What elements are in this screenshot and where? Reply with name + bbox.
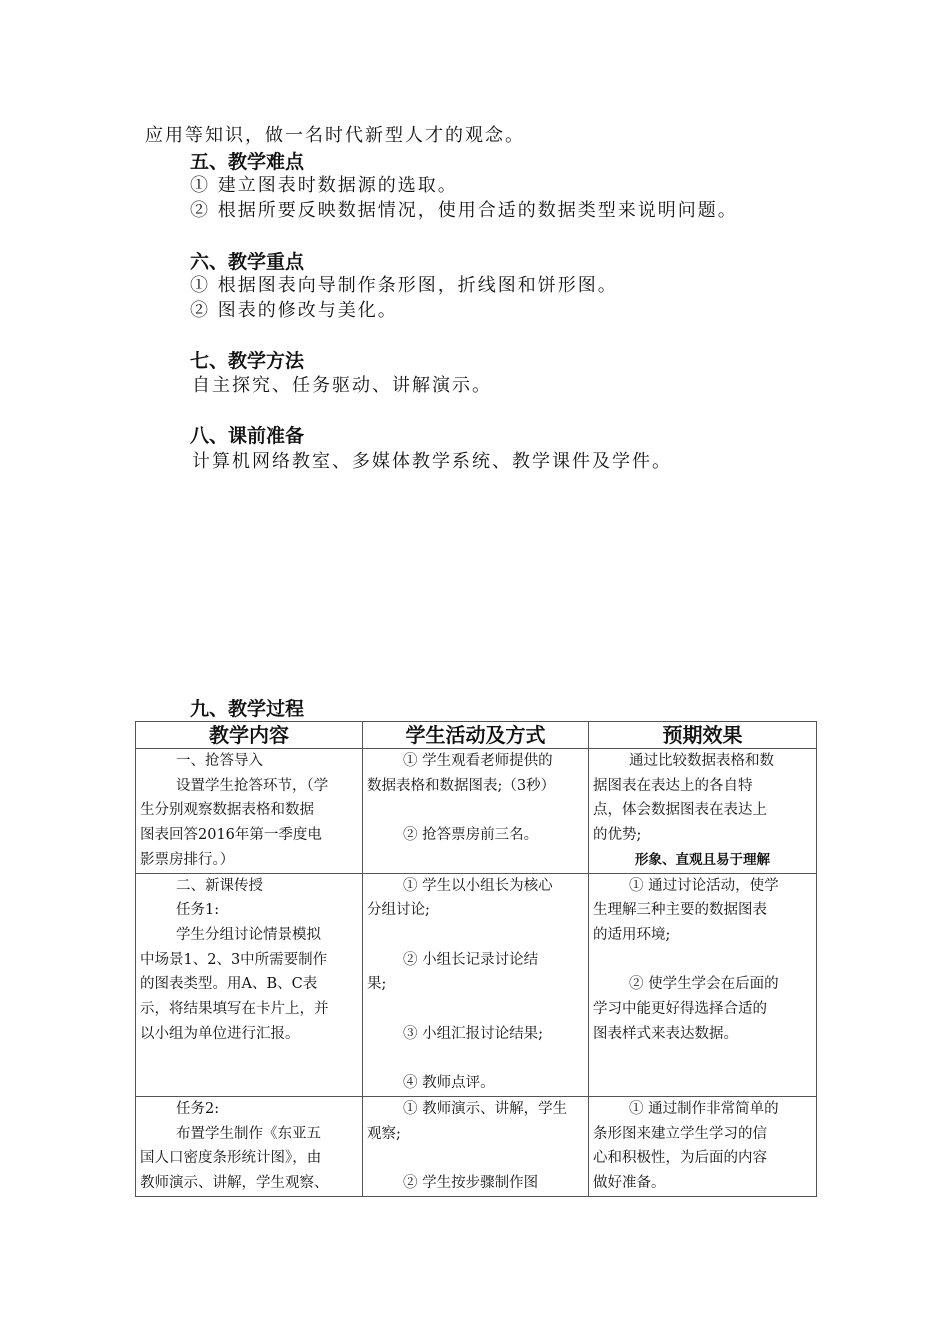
table-header-row — [136, 722, 817, 749]
header-activity: 学生活动及方式 — [363, 722, 589, 749]
cell-line: ② 小组长记录讨论结 — [403, 951, 539, 968]
activity-cell — [363, 873, 589, 1096]
cell-line: 以小组为单位进行汇报。 — [140, 1025, 300, 1042]
cell-line — [367, 848, 584, 873]
cell-line: 学生分组讨论情景模拟 — [176, 926, 321, 943]
cell-line: 任务2: — [176, 1100, 220, 1117]
cell-line: 分组讨论; — [367, 902, 430, 919]
cell-line: 观察; — [367, 1125, 401, 1142]
effect-cell — [589, 873, 817, 1096]
content-cell — [136, 873, 363, 1096]
header-content: 教学内容 — [136, 722, 363, 749]
header-effect: 预期效果 — [589, 722, 817, 749]
section-7-item-1: 自主探究、任务驱动、讲解演示。 — [192, 375, 492, 396]
cell-line: 教师演示、讲解，学生观察、 — [140, 1174, 329, 1191]
cell-line: 据图表在表达上的各自特 — [593, 777, 753, 794]
cell-line: ① 学生观看老师提供的 — [403, 753, 553, 769]
activity-cell — [363, 749, 589, 874]
cell-line: ② 学生按步骤制作图 — [403, 1174, 539, 1191]
section-6-title: 六、教学重点 — [190, 251, 305, 273]
cell-line: 国人口密度条形统计图》，由 — [140, 1150, 322, 1167]
cell-line — [593, 948, 812, 973]
cell-line: ① 通过制作非常简单的 — [629, 1100, 779, 1117]
cell-line: 图表样式来表达数据。 — [593, 1025, 738, 1042]
table-row — [136, 1096, 817, 1196]
table-row — [136, 873, 817, 1096]
cell-line: ① 通过讨论活动，使学 — [629, 877, 779, 894]
cell-line — [140, 1071, 358, 1096]
cell-line: 设置学生抢答环节，（学 — [176, 777, 329, 794]
cell-line: 做好准备。 — [593, 1174, 666, 1191]
section-5-title: 五、教学难点 — [190, 151, 305, 173]
cell-line: 的适用环境; — [593, 926, 671, 943]
cell-line: 二、新课传授 — [176, 877, 263, 894]
teaching-process-table — [135, 721, 817, 1197]
section-7-title: 七、教学方法 — [190, 350, 305, 372]
cell-line: 学习中能更好得选择合适的 — [593, 1001, 767, 1018]
cell-line: 条形图来建立学生学习的信 — [593, 1125, 767, 1142]
content-cell — [136, 1096, 363, 1196]
cell-line — [367, 1146, 584, 1171]
table-row — [136, 749, 817, 874]
cell-line: 生理解三种主要的数据图表 — [593, 902, 767, 919]
cell-line: 一、抢答导入 — [176, 753, 263, 769]
cell-line: ④ 教师点评。 — [403, 1075, 495, 1092]
cell-line — [593, 1046, 812, 1071]
cell-line: ① 学生以小组长为核心 — [403, 877, 553, 894]
cell-line — [367, 798, 584, 823]
cell-line: 中场景1、2、3中所需要制作 — [140, 951, 328, 968]
cell-line: ① 教师演示、讲解，学生 — [403, 1100, 568, 1117]
section-6-item-2: ② 图表的修改与美化。 — [190, 300, 398, 321]
cell-line: 任务1: — [176, 902, 220, 919]
cell-line: 果; — [367, 976, 387, 993]
effect-cell — [589, 749, 817, 874]
section-8-item-1: 计算机网络教室、多媒体教学系统、教学课件及学件。 — [192, 451, 672, 472]
cell-line: 图表回答2016年第一季度电 — [140, 827, 322, 844]
cell-emphasis: 形象、直观且易于理解 — [635, 851, 770, 868]
cell-line: 布置学生制作《东亚五 — [176, 1125, 321, 1142]
cell-line: ③ 小组汇报讨论结果; — [403, 1025, 543, 1042]
section-8-title: 八、课前准备 — [190, 425, 305, 447]
cell-line: 的优势; — [593, 827, 642, 844]
cell-line: 数据表格和数据图表;（3秒） — [367, 777, 556, 794]
intro-line: 应用等知识，做一名时代新型人才的观念。 — [145, 125, 525, 146]
effect-cell — [589, 1096, 817, 1196]
cell-line — [367, 997, 584, 1022]
cell-line — [140, 1046, 358, 1071]
cell-line: 通过比较数据表格和数 — [629, 753, 774, 769]
cell-line: 心和积极性，为后面的内容 — [593, 1150, 767, 1167]
section-9-title: 九、教学过程 — [190, 698, 305, 720]
cell-line — [367, 923, 584, 948]
cell-line — [593, 1071, 812, 1096]
cell-line: 示，将结果填写在卡片上，并 — [140, 1001, 329, 1018]
cell-line: ② 使学生学会在后面的 — [629, 976, 779, 993]
cell-line: ② 抢答票房前三名。 — [403, 827, 539, 844]
section-5-item-1: ① 建立图表时数据源的选取。 — [190, 175, 458, 196]
cell-line: 影票房排行。） — [140, 851, 235, 868]
cell-line — [367, 1046, 584, 1071]
activity-cell — [363, 1096, 589, 1196]
section-5-item-2: ② 根据所要反映数据情况，使用合适的数据类型来说明问题。 — [190, 200, 738, 221]
cell-line: 生分别观察数据表格和数据 — [140, 802, 314, 819]
cell-line: 的图表类型。用A、B、C表 — [140, 976, 318, 993]
content-cell — [136, 749, 363, 874]
section-6-item-1: ① 根据图表向导制作条形图，折线图和饼形图。 — [190, 275, 618, 296]
cell-line: 点，体会数据图表在表达上 — [593, 802, 767, 819]
